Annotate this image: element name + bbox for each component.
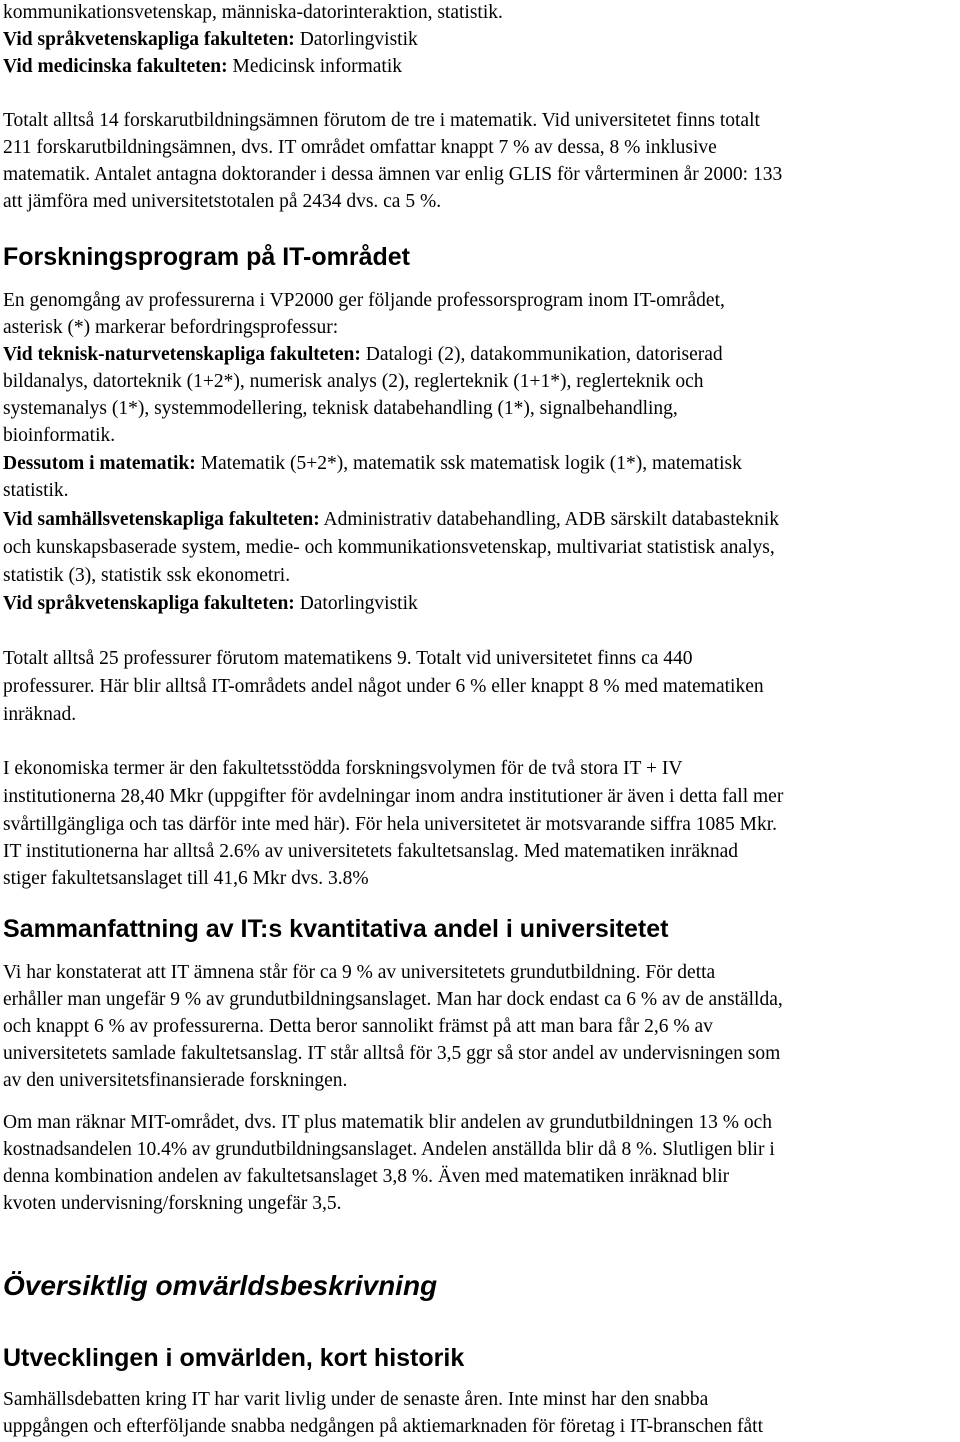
faculty-subjects: Datorlingvistik	[294, 29, 418, 50]
faculty-label: Vid språkvetenskapliga fakulteten:	[3, 593, 295, 614]
section-heading: Utvecklingen i omvärlden, kort historik	[3, 1344, 465, 1372]
text-line: erhåller man ungefär 9 % av grundutbildningsanslaget. Man har dock endast ca 6 % av de anställda,	[3, 989, 783, 1010]
text-line: denna kombination andelen av fakultetsanslaget 3,8 %. Även med matematiken inräknad blir	[3, 1166, 730, 1187]
text-line: IT institutionerna har alltså 2.6% av universitetets fakultetsanslag. Med matematiken inräknad	[3, 841, 739, 862]
text-line: En genomgång av professurerna i VP2000 ger följande professorsprogram inom IT-området,	[3, 290, 725, 311]
text-line: asterisk (*) markerar befordringsprofessur:	[3, 317, 339, 338]
text-line: institutionerna 28,40 Mkr (uppgifter för avdelningar inom andra institutioner är även i detta fall mer	[3, 786, 784, 807]
text-line: uppgången och efterföljande snabba nedgången på aktiemarknaden för företag i IT-branschen fått	[3, 1416, 763, 1437]
text-line: matematik. Antalet antagna doktorander i dessa ämnen var enlig GLIS för vårterminen år 2000: 133	[3, 164, 783, 185]
text-line: kommunikationsvetenskap, människa-datorinteraktion, statistik.	[3, 2, 503, 23]
text-line: bildanalys, datorteknik (1+2*), numerisk analys (2), reglerteknik (1+1*), reglerteknik och	[3, 371, 704, 392]
section-heading: Sammanfattning av IT:s kvantitativa andel i universitetet	[3, 915, 669, 943]
text-line	[3, 590, 418, 617]
text-line: Om man räknar MIT-området, dvs. IT plus matematik blir andelen av grundutbildningen 13 % och	[3, 1112, 772, 1133]
text-line: att jämföra med universitetstotalen på 2434 dvs. ca 5 %.	[3, 191, 442, 212]
faculty-label: Vid språkvetenskapliga fakulteten:	[3, 29, 295, 50]
text-line	[3, 53, 402, 80]
faculty-label: Dessutom i matematik:	[3, 453, 196, 474]
text-line	[3, 506, 779, 533]
text-line: universitetets samlade fakultetsanslag. IT står alltså för 3,5 ggr så stor andel av undervisningen som	[3, 1043, 781, 1064]
text-line: kvoten undervisning/forskning ungefär 3,5.	[3, 1193, 342, 1214]
text-line: systemanalys (1*), systemmodellering, teknisk databehandling (1*), signalbehandling,	[3, 398, 678, 419]
faculty-subjects: Medicinsk informatik	[227, 56, 403, 77]
faculty-subjects: Datalogi (2), datakommunikation, datoriserad	[360, 344, 723, 365]
text-line: Vi har konstaterat att IT ämnena står för ca 9 % av universitetets grundutbildning. För detta	[3, 962, 716, 983]
section-heading: Forskningsprogram på IT-området	[3, 243, 411, 271]
text-line: statistik (3), statistik ssk ekonometri.	[3, 565, 291, 586]
text-line: av den universitetsfinansierade forskningen.	[3, 1070, 348, 1091]
text-line: statistik.	[3, 480, 69, 501]
faculty-subjects: Matematik (5+2*), matematik ssk matematisk logik (1*), matematisk	[195, 453, 742, 474]
text-line: 211 forskarutbildningsämnen, dvs. IT området omfattar knappt 7 % av dessa, 8 % inklusive	[3, 137, 717, 158]
faculty-subjects: Datorlingvistik	[294, 593, 418, 614]
text-line: inräknad.	[3, 704, 77, 725]
text-line: Totalt alltså 25 professurer förutom matematikens 9. Totalt vid universitetet finns ca 440	[3, 648, 693, 669]
text-line: bioinformatik.	[3, 425, 116, 446]
text-line: Totalt alltså 14 forskarutbildningsämnen förutom de tre i matematik. Vid universitetet finns totalt	[3, 110, 760, 131]
text-line	[3, 341, 723, 368]
faculty-label: Vid medicinska fakulteten:	[3, 56, 228, 77]
text-line: professurer. Här blir alltså IT-områdets andel något under 6 % eller knappt 8 % med matematiken	[3, 676, 764, 697]
text-line: svårtillgängliga och tas därför inte med här). För hela universitetet är motsvarande siffra 1085 Mkr.	[3, 814, 777, 835]
text-line: I ekonomiska termer är den fakultetsstödda forskningsvolymen för de två stora IT + IV	[3, 758, 683, 779]
text-line: stiger fakultetsanslaget till 41,6 Mkr dvs. 3.8%	[3, 868, 369, 889]
text-line: kostnadsandelen 10.4% av grundutbildningsanslaget. Andelen anställda blir då 8 %. Slutligen blir i	[3, 1139, 775, 1160]
text-line	[3, 450, 742, 477]
text-line: och knappt 6 % av professurerna. Detta beror sannolikt främst på att man bara får 2,6 % av	[3, 1016, 713, 1037]
text-line: och kunskapsbaserade system, medie- och kommunikationsvetenskap, multivariat statistisk analys,	[3, 537, 775, 558]
text-line: Samhällsdebatten kring IT har varit livlig under de senaste åren. Inte minst har den snabba	[3, 1389, 709, 1410]
faculty-label: Vid teknisk-naturvetenskapliga fakulteten:	[3, 344, 361, 365]
text-line	[3, 26, 418, 53]
faculty-subjects: Administrativ databehandling, ADB särskilt databasteknik	[319, 509, 779, 530]
chapter-heading: Översiktlig omvärldsbeskrivning	[3, 1270, 438, 1301]
faculty-label: Vid samhällsvetenskapliga fakulteten:	[3, 509, 320, 530]
